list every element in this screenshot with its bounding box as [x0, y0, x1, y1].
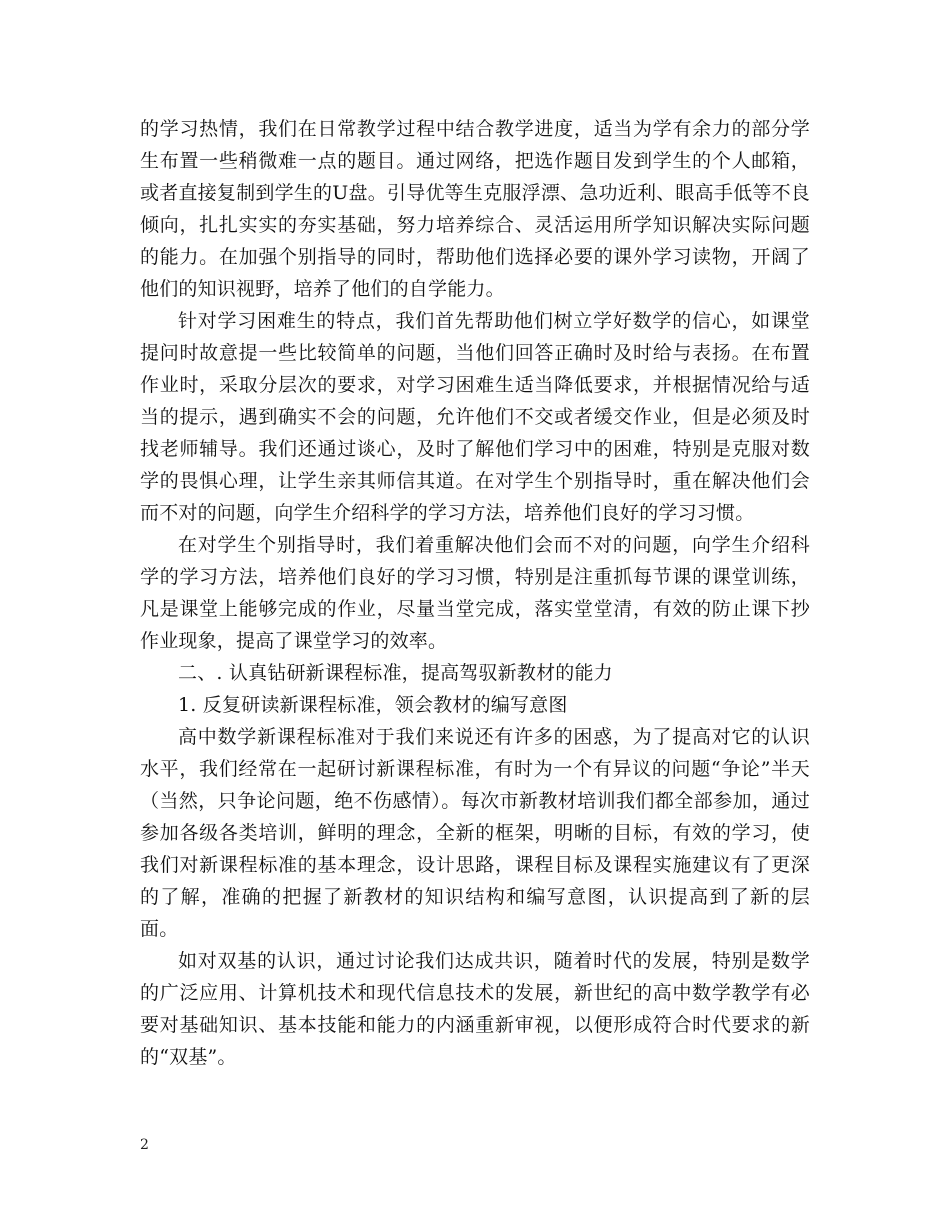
body-text: [140, 113, 810, 1073]
paragraph-1: 的学习热情，我们在日常教学过程中结合教学进度，适当为学有余力的部分学生布置一些稍微难一点的题目。通过网络，把选作题目发到学生的个人邮箱，或者直接复制到学生的U盘。引导优等生克服浮漂、急功近利、眼高手低等不良倾向，扎扎实实的夯实基础，努力培养综合、灵活运用所学知识解决实际问题的能力。在加强个别指导的同时，帮助他们选择必要的课外学习读物，开阔了他们的知识视野，培养了他们的自学能力。: [140, 118, 810, 300]
paragraph-4: 高中数学新课程标准对于我们来说还有许多的困惑，为了提高对它的认识水平，我们经常在一起研讨新课程标准，有时为一个有异议的问题“争论”半天（当然，只争论问题，绝不伤感情）。每次市新教材培训我们都全部参加，通过参加各级各类培训，鲜明的理念，全新的框架，明晰的目标，有效的学习，使我们对新课程标准的基本理念，设计思路，课程目标及课程实施建议有了更深的了解，准确的把握了新教材的知识结构和编写意图，认识提高到了新的层面。: [140, 726, 810, 940]
paragraph-2: 针对学习困难生的特点，我们首先帮助他们树立学好数学的信心，如课堂提问时故意提一些比较简单的问题，当他们回答正确时及时给与表扬。在布置作业时，采取分层次的要求，对学习困难生适当降低要求，并根据情况给与适当的提示，遇到确实不会的问题，允许他们不交或者缓交作业，但是必须及时找老师辅导。我们还通过谈心，及时了解他们学习中的困难，特别是克服对数学的畏惧心理，让学生亲其师信其道。在对学生个别指导时，重在解决他们会而不对的问题，向学生介绍科学的学习方法，培养他们良好的学习习惯。: [140, 310, 810, 524]
section-heading: 二、. 认真钻研新课程标准，提高驾驭新教材的能力: [178, 662, 613, 684]
paragraph-5: 如对双基的认识，通过讨论我们达成共识，随着时代的发展，特别是数学的广泛应用、计算机技术和现代信息技术的发展，新世纪的高中数学教学有必要对基础知识、基本技能和能力的内涵重新审视，以便形成符合时代要求的新的“双基”。: [140, 950, 810, 1068]
subsection-heading: 1. 反复研读新课程标准，领会教材的编写意图: [178, 694, 568, 716]
page-number: 2: [140, 1137, 149, 1153]
paragraph-3: 在对学生个别指导时，我们着重解决他们会而不对的问题，向学生介绍科学的学习方法，培养他们良好的学习习惯，特别是注重抓每节课的课堂训练，凡是课堂上能够完成的作业，尽量当堂完成，落实堂堂清，有效的防止课下抄作业现象，提高了课堂学习的效率。: [140, 534, 810, 652]
